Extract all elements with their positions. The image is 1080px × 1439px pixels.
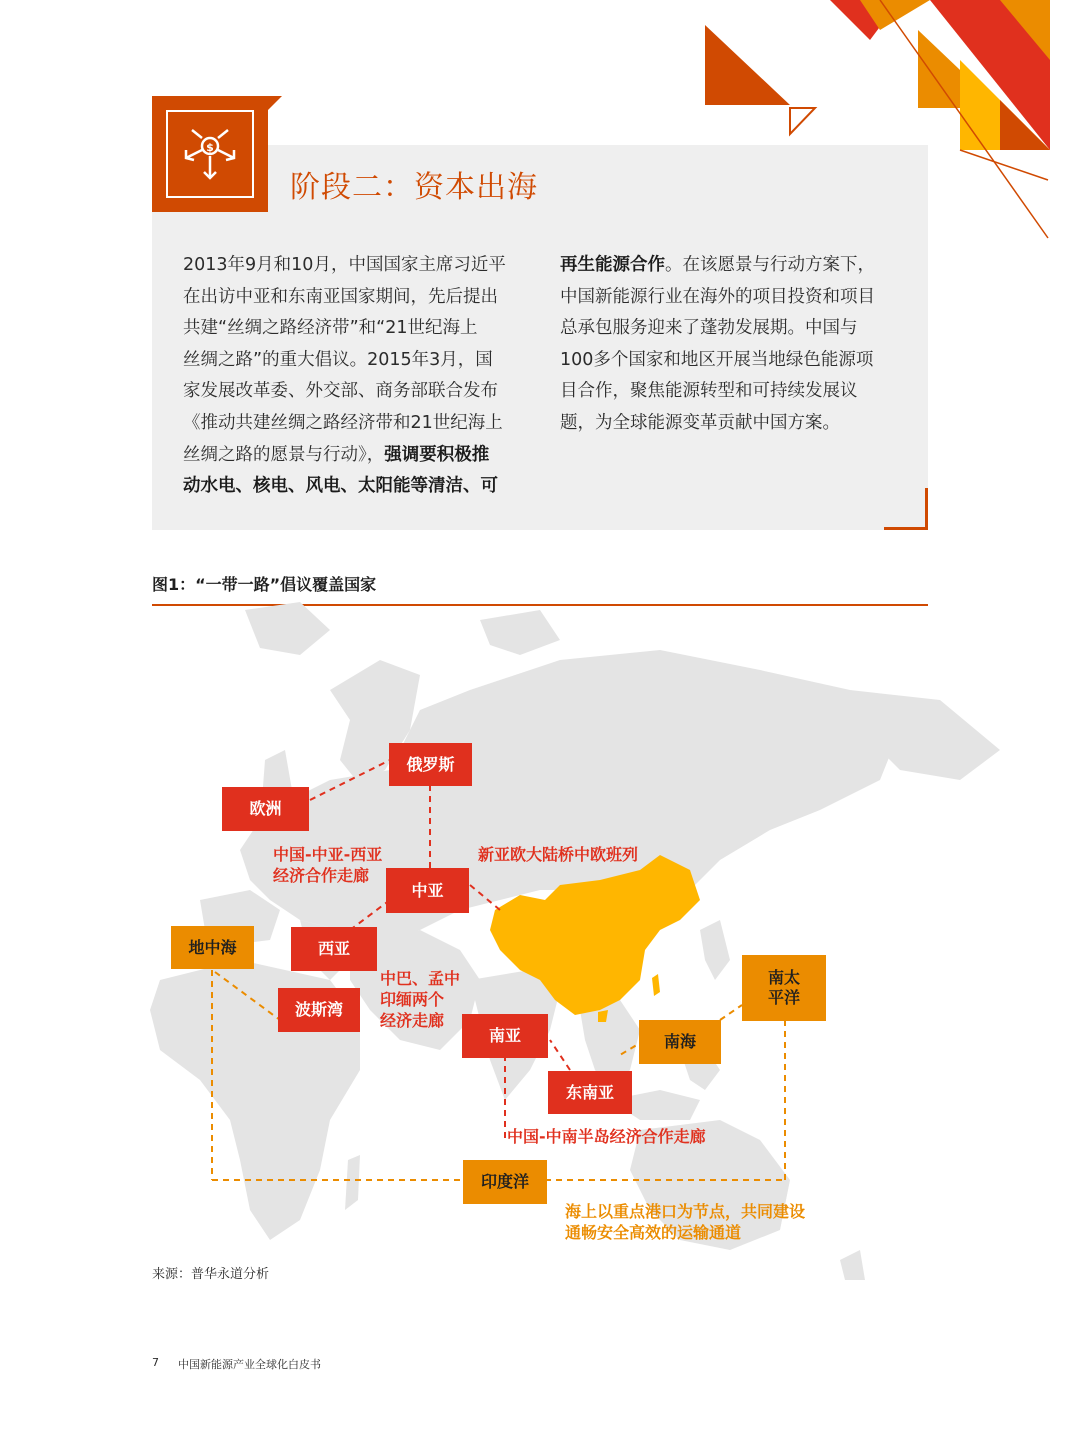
paragraph-line <box>183 440 521 472</box>
page-number: 7 <box>152 1356 159 1369</box>
paragraph-emphasis: 动水电、核电、风电、太阳能等清洁、可 <box>183 476 498 497</box>
figure-source: 来源：普华永道分析 <box>152 1267 270 1282</box>
paragraph-line: 总承包服务迎来了蓬勃发展期。中国与 <box>560 318 858 339</box>
corridor-line: 通畅安全高效的运输通道 <box>565 1223 742 1242</box>
paragraph-line <box>183 471 521 503</box>
label-south-china-sea: 南海 <box>639 1020 721 1064</box>
corridor-cpec-bcim <box>380 968 460 1031</box>
corridor-line: 经济合作走廊 <box>273 866 370 885</box>
paragraph-emphasis: 再生能源合作 <box>560 255 665 275</box>
label-south-pacific-line1: 南太 <box>767 968 800 987</box>
label-mediterranean: 地中海 <box>171 926 254 969</box>
paragraph-left-column <box>183 250 521 503</box>
corridor-maritime <box>565 1201 805 1243</box>
corridor-line: 中国-中亚-西亚 <box>273 845 383 864</box>
paragraph-text: 丝绸之路的愿景与行动》， <box>183 444 385 465</box>
figure-title: 图1：“一带一路”倡议覆盖国家 <box>152 575 377 594</box>
label-indian-ocean: 印度洋 <box>463 1160 547 1204</box>
money-arrows-icon <box>166 110 254 198</box>
paragraph-text: 。在该愿景与行动方案下， <box>665 255 875 275</box>
paragraph-line: 100多个国家和地区开展当地绿色能源项 <box>560 349 874 370</box>
corridor-line: 印缅两个 <box>380 990 445 1009</box>
corridor-china-central-west-asia <box>273 844 382 886</box>
corridor-line: 中巴、孟中 <box>380 969 461 988</box>
paragraph-line: 共建“丝绸之路经济带”和“21世纪海上 <box>183 318 478 339</box>
paragraph-right-column <box>560 250 898 440</box>
label-europe: 欧洲 <box>222 787 309 831</box>
corridor-china-indochina: 中国-中南半岛经济合作走廊 <box>507 1127 706 1146</box>
label-south-asia: 南亚 <box>462 1014 548 1058</box>
paragraph-line: 中国新能源行业在海外的项目投资和项目 <box>560 286 875 307</box>
label-persian-gulf: 波斯湾 <box>278 988 360 1032</box>
footer-doc-title: 中国新能源产业全球化白皮书 <box>178 1358 321 1371</box>
label-russia: 俄罗斯 <box>389 743 472 786</box>
svg-text:$: $ <box>206 141 214 154</box>
paragraph-line: 在出访中亚和东南亚国家期间，先后提出 <box>183 286 498 307</box>
paragraph-line: 丝绸之路”的重大倡议。2015年3月，国 <box>183 349 493 370</box>
label-south-pacific-line2: 平洋 <box>767 988 800 1007</box>
label-west-asia: 西亚 <box>291 927 377 971</box>
paragraph-line: 目合作，聚焦能源转型和可持续发展议 <box>560 381 858 402</box>
label-south-pacific <box>742 955 826 1021</box>
corridor-line: 经济走廊 <box>380 1011 445 1030</box>
paragraph-emphasis: 强调要积极推 <box>384 444 490 465</box>
paragraph-line <box>560 250 898 282</box>
label-southeast-asia: 东南亚 <box>548 1071 632 1114</box>
taiwan-region <box>652 974 660 996</box>
paragraph-line: 题，为全球能源变革贡献中国方案。 <box>560 412 840 433</box>
paragraph-line: 家发展改革委、外交部、商务部联合发布 <box>183 381 498 402</box>
section-icon-tile <box>152 96 268 212</box>
paragraph-line: 《推动共建丝绸之路经济带和21世纪海上 <box>183 412 503 433</box>
section-title: 阶段二：资本出海 <box>290 170 538 205</box>
corner-bracket <box>884 488 928 530</box>
corridor-line: 海上以重点港口为节点，共同建设 <box>565 1202 806 1221</box>
label-central-asia: 中亚 <box>386 868 469 913</box>
corridor-new-eurasian-bridge: 新亚欧大陆桥中欧班列 <box>478 845 639 864</box>
paragraph-line: 2013年9月和10月，中国国家主席习近平 <box>183 255 506 275</box>
